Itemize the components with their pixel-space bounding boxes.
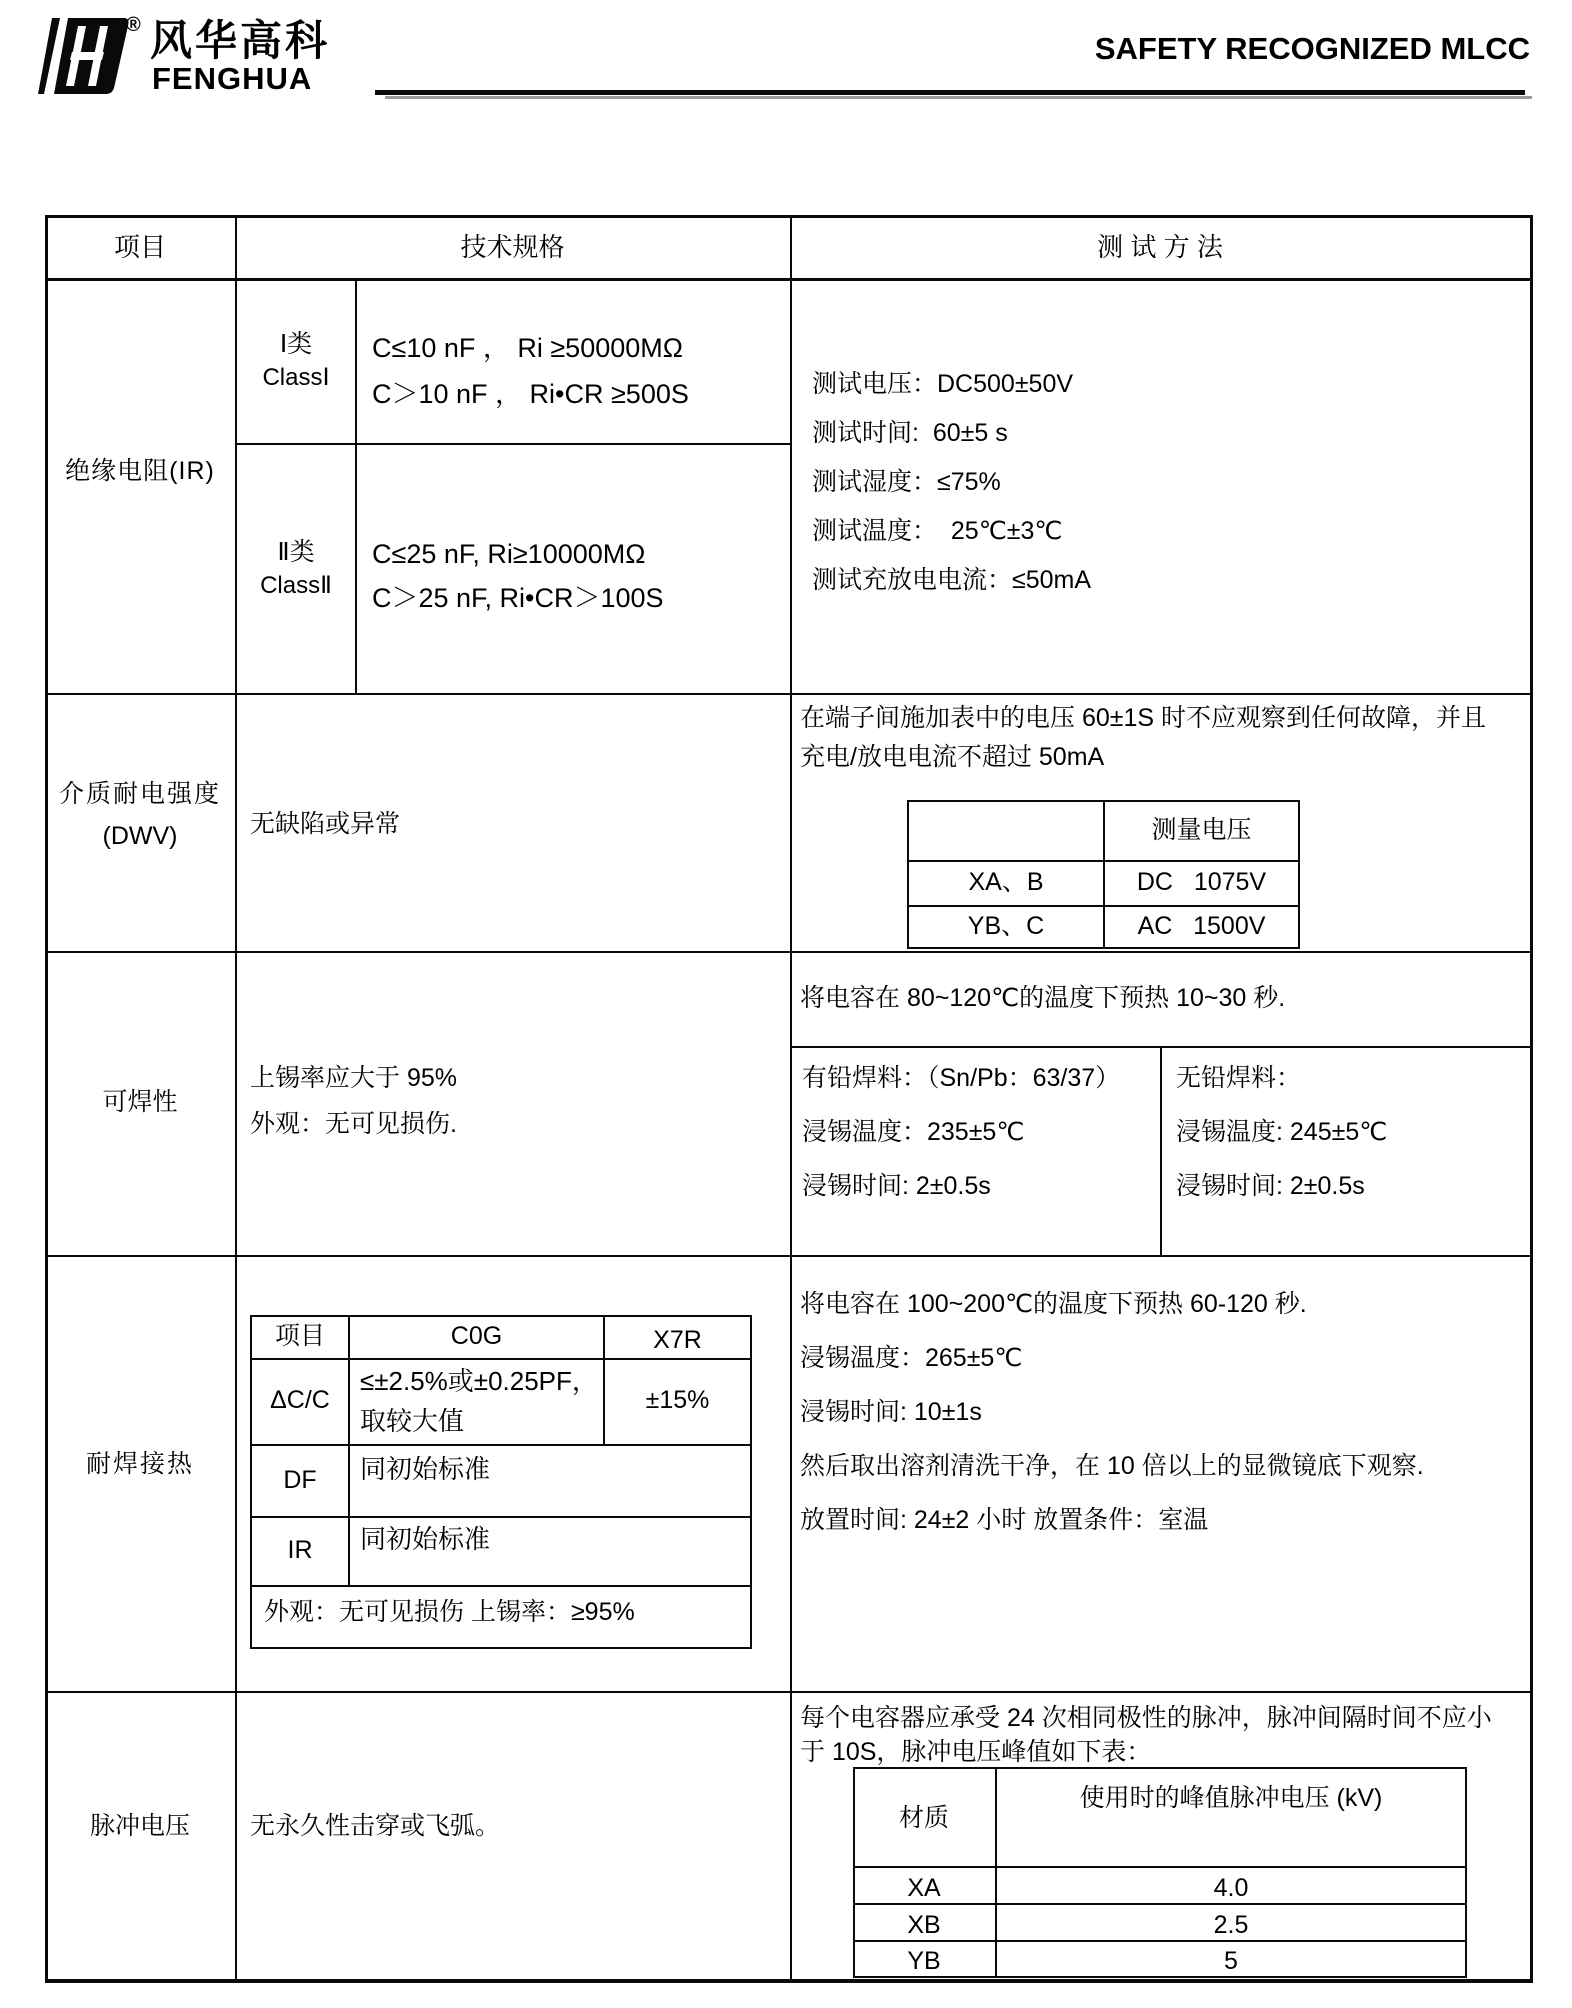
solder-lead-line1: 有铅焊料：（Sn/Pb：63/37） bbox=[802, 1064, 1121, 1092]
heat-dcc-c0g-line1: ≤±2.5%或±0.25PF， bbox=[360, 1366, 598, 1396]
dwv-table-right bbox=[1298, 800, 1300, 949]
pulse-row-xa-material: XA bbox=[907, 1874, 941, 1902]
heat-table-bottom bbox=[250, 1647, 752, 1649]
pulse-table-header-divider bbox=[853, 1866, 1465, 1868]
ir-class1-spec-line2: C＞10 nF ， Ri•CR ≥500S bbox=[372, 379, 689, 409]
heat-dcc-x7r-value: ±15% bbox=[645, 1386, 710, 1414]
ir-class2-spec-line2: C＞25 nF, Ri•CR＞100S bbox=[372, 583, 664, 613]
fenghua-logo-icon bbox=[38, 14, 130, 98]
solder-lead-line3: 浸锡时间: 2±0.5s bbox=[802, 1172, 991, 1200]
column-header-method: 测 试 方 法 bbox=[1097, 232, 1223, 262]
heat-ir-label: IR bbox=[287, 1536, 313, 1564]
dwv-spec: 无缺陷或异常 bbox=[250, 810, 401, 838]
pulse-table-header-material: 材质 bbox=[898, 1804, 949, 1832]
heat-method-line-4: 然后取出溶剂清洗干净，在 10 倍以上的显微镜底下观察. bbox=[800, 1452, 1424, 1480]
dwv-table-row2-material: YB、C bbox=[967, 912, 1045, 940]
row-heat-bottom-divider bbox=[45, 1691, 1533, 1693]
solder-leadfree-line1: 无铅焊料： bbox=[1176, 1064, 1302, 1092]
table-border-bottom bbox=[45, 1979, 1533, 1983]
solder-spec-line2: 外观：无可见损伤. bbox=[250, 1110, 457, 1138]
dwv-table-row2-voltage: AC 1500V bbox=[1137, 912, 1266, 940]
pulse-row-xa-value: 4.0 bbox=[1213, 1874, 1249, 1902]
row-ir-bottom-divider bbox=[45, 693, 1533, 695]
pulse-table-right bbox=[1465, 1767, 1467, 1978]
dwv-table-header-voltage: 测量电压 bbox=[1151, 816, 1252, 844]
pulse-table-top bbox=[853, 1767, 1465, 1769]
ir-class1-name: Ⅰ类 bbox=[279, 330, 313, 358]
row-dwv-label-line2: (DWV) bbox=[102, 822, 178, 850]
solder-preheat-text: 将电容在 80~120℃的温度下预热 10~30 秒. bbox=[800, 984, 1286, 1012]
heat-dcc-c0g-line2: 取较大值 bbox=[360, 1406, 465, 1436]
row-heat-label: 耐焊接热 bbox=[85, 1450, 194, 1478]
heat-table-ir-divider bbox=[250, 1585, 752, 1587]
table-border-right bbox=[1530, 215, 1533, 1983]
ir-class2-spec-line1: C≤25 nF, Ri≥10000MΩ bbox=[372, 539, 646, 569]
ir-class-row-divider bbox=[237, 443, 790, 445]
row-dwv-bottom-divider bbox=[45, 951, 1533, 953]
dwv-table-row1-material: XA、B bbox=[968, 868, 1044, 896]
pulse-table-header-voltage: 使用时的峰值脉冲电压 (kV) bbox=[1079, 1784, 1383, 1812]
heat-ir-value: 同初始标准 bbox=[360, 1524, 491, 1554]
row-solder-bottom-divider bbox=[45, 1255, 1533, 1257]
ir-class2-name-en: ClassⅡ bbox=[260, 572, 332, 599]
ir-method-line-3: 测试湿度：≤75% bbox=[812, 468, 1001, 496]
pulse-row-yb-value: 5 bbox=[1224, 1947, 1238, 1975]
dwv-table-row1-voltage: DC 1075V bbox=[1136, 868, 1267, 896]
heat-table-dcc-divider bbox=[250, 1444, 752, 1446]
heat-method-line-3: 浸锡时间: 10±1s bbox=[800, 1398, 982, 1426]
heat-df-value: 同初始标准 bbox=[360, 1454, 491, 1484]
heat-table-top bbox=[250, 1315, 752, 1317]
header-row-divider bbox=[45, 278, 1533, 281]
heat-table-header-item: 项目 bbox=[274, 1322, 325, 1350]
solder-column-divider bbox=[1160, 1046, 1162, 1255]
header-rule-black bbox=[375, 90, 1525, 95]
dwv-method-line1: 在端子间施加表中的电压 60±1S 时不应观察到任何故障，并且 bbox=[800, 704, 1487, 732]
pulse-method-line1: 每个电容器应承受 24 次相同极性的脉冲，脉冲间隔时间不应小 bbox=[800, 1704, 1492, 1732]
heat-table-header-x7r: X7R bbox=[653, 1326, 702, 1354]
row-dwv-label-line1: 介质耐电强度 bbox=[58, 780, 221, 808]
row-solder-label: 可焊性 bbox=[102, 1088, 178, 1116]
heat-table-right bbox=[750, 1315, 752, 1649]
row-pulse-label: 脉冲电压 bbox=[89, 1812, 190, 1840]
ir-method-line-4: 测试温度： 25℃±3℃ bbox=[812, 517, 1063, 545]
col2-divider bbox=[790, 215, 792, 1981]
column-header-item: 项目 bbox=[113, 232, 166, 262]
fenghua-logo-mark bbox=[38, 14, 130, 98]
pulse-row-xb-value: 2.5 bbox=[1213, 1911, 1249, 1939]
heat-table-header-c0g: C0G bbox=[450, 1322, 503, 1350]
ir-class-column-divider bbox=[355, 281, 357, 693]
ir-method-line-1: 测试电压：DC500±50V bbox=[812, 370, 1074, 398]
pulse-row-xb-material: XB bbox=[907, 1911, 941, 1939]
pulse-spec: 无永久性击穿或飞弧。 bbox=[250, 1812, 501, 1840]
pulse-method-line2: 于 10S，脉冲电压峰值如下表： bbox=[800, 1738, 1152, 1766]
heat-appearance-note: 外观：无可见损伤 上锡率：≥95% bbox=[264, 1598, 635, 1626]
heat-method-line-5: 放置时间: 24±2 小时 放置条件：室温 bbox=[800, 1506, 1209, 1534]
brand-name-cn: 风华高科 bbox=[150, 17, 331, 64]
table-border-top bbox=[45, 215, 1533, 218]
brand-name-en: FENGHUA bbox=[152, 61, 313, 96]
ir-class1-name-en: ClassⅠ bbox=[262, 364, 330, 391]
heat-dcc-label: ΔC/C bbox=[270, 1386, 330, 1414]
ir-method-line-2: 测试时间: 60±5 s bbox=[812, 419, 1008, 447]
column-header-spec: 技术规格 bbox=[460, 232, 565, 262]
registered-trademark: ® bbox=[126, 14, 141, 36]
pulse-row-yb-material: YB bbox=[907, 1947, 941, 1975]
dwv-method-line2: 充电/放电电流不超过 50mA bbox=[800, 743, 1105, 771]
row-ir-label: 绝缘电阻(IR) bbox=[65, 457, 215, 485]
ir-class1-spec-line1: C≤10 nF ， Ri ≥50000MΩ bbox=[372, 333, 683, 363]
heat-method-line-1: 将电容在 100~200℃的温度下预热 60-120 秒. bbox=[800, 1290, 1307, 1318]
col1-divider bbox=[235, 215, 237, 1981]
solder-lead-line2: 浸锡温度：235±5℃ bbox=[802, 1118, 1025, 1146]
ir-method-line-5: 测试充放电电流：≤50mA bbox=[812, 566, 1092, 594]
solder-leadfree-line2: 浸锡温度: 245±5℃ bbox=[1176, 1118, 1388, 1146]
heat-df-label: DF bbox=[283, 1466, 317, 1494]
heat-table-df-divider bbox=[250, 1516, 752, 1518]
solder-leadfree-line3: 浸锡时间: 2±0.5s bbox=[1176, 1172, 1365, 1200]
solder-spec-line1: 上锡率应大于 95% bbox=[250, 1064, 457, 1092]
heat-method-line-2: 浸锡温度：265±5℃ bbox=[800, 1344, 1023, 1372]
header-rule-gray bbox=[385, 96, 1532, 99]
ir-class2-name: Ⅱ类 bbox=[277, 538, 315, 566]
heat-table-header-divider bbox=[250, 1358, 752, 1360]
page-title: SAFETY RECOGNIZED MLCC bbox=[1094, 31, 1530, 66]
